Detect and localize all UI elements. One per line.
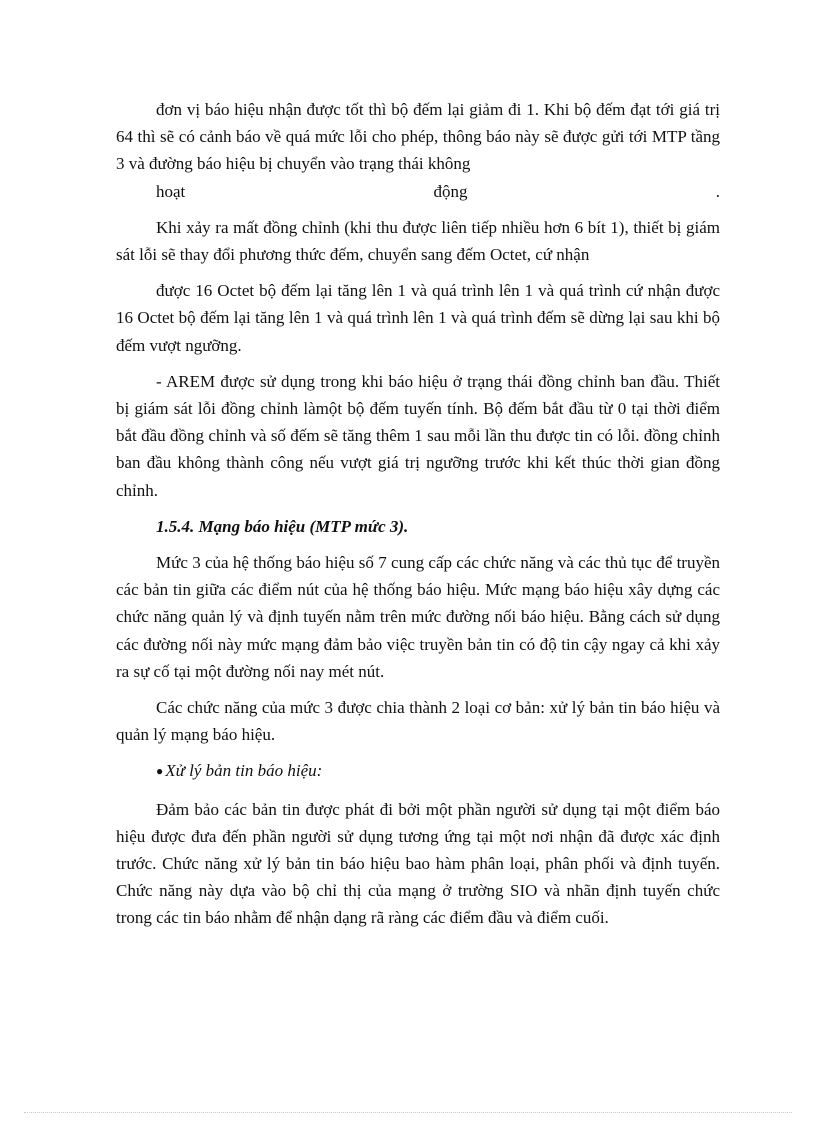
paragraph-alignment-loss: Khi xảy ra mất đồng chỉnh (khi thu được liên tiếp nhiều hơn 6 bít 1), thiết bị giám sát lỗi sẽ thay đổi phương thức đếm, chuyển sang đếm Octet, cứ nhận bbox=[116, 217, 720, 265]
paragraph-spread-line bbox=[116, 178, 720, 205]
paragraph-error-counter-text: đơn vị báo hiệu nhận được tốt thì bộ đếm lại giảm đi 1. Khi bộ đếm đạt tới giá trị 64 thì sẽ có cảnh báo về quá mức lỗi cho phép, thông báo này sẽ được gửi tới MTP tầng 3 và đường báo hiệu bị chuyển vào trạng thái không bbox=[116, 100, 720, 174]
paragraph-message-handling: Đảm bảo các bản tin được phát đi bởi một phần người sử dụng tại một điểm báo hiệu được đưa đến phần người sử dụng tương ứng tại một nơi nhận đã được xác định trước. Chức năng xử lý bản tin báo hiệu bao hàm phân loại, phân phối và định tuyến. Chức năng này dựa vào bộ chỉ thị của mạng ở trường SIO và nhãn định tuyến chức trong các tin báo nhằm để nhận dạng rã ràng các điểm đầu và điểm cuối. bbox=[116, 799, 720, 928]
spread-word-middle: động bbox=[433, 181, 468, 201]
paragraph-error-counter bbox=[116, 96, 720, 205]
paragraph-octet-count: được 16 Octet bộ đếm lại tăng lên 1 và quá trình lên 1 và quá trình cứ nhận được 16 Octet bộ đếm lại tăng lên 1 và quá trình lên 1 và quá trình đếm sẽ dừng lại sau khi bộ đếm vượt ngưỡng. bbox=[116, 281, 720, 355]
document-body bbox=[116, 96, 720, 941]
section-heading: 1.5.4. Mạng báo hiệu (MTP mức 3). bbox=[156, 516, 409, 536]
paragraph-level3-intro: Mức 3 của hệ thống báo hiệu số 7 cung cấp các chức năng và các thủ tục để truyền các bản tin giữa các điểm nút của hệ thống báo hiệu. Mức mạng báo hiệu xây dựng các chức năng quản lý và định tuyến nằm trên mức đường nối báo hiệu. Bằng cách sử dụng các đường nối này mức mạng đảm bảo việc truyền bản tin có độ tin cậy ngay cả khi xảy ra sự cố tại một đường nối nay mét nút. bbox=[116, 553, 720, 681]
bullet-icon: ● bbox=[156, 764, 164, 779]
bullet-heading-text: Xử lý bản tin báo hiệu: bbox=[165, 761, 323, 781]
page-bottom-divider bbox=[24, 1112, 792, 1113]
paragraph-level3-functions: Các chức năng của mức 3 được chia thành 2 loại cơ bản: xử lý bản tin báo hiệu và quản lý mạng báo hiệu. bbox=[116, 698, 720, 745]
bullet-heading bbox=[116, 757, 720, 786]
spread-word-right: . bbox=[715, 181, 720, 201]
paragraph-arem: - AREM được sử dụng trong khi báo hiệu ở trạng thái đồng chỉnh ban đầu. Thiết bị giám sát lỗi đồng chỉnh làmột bộ đếm tuyến tính. Bộ đếm bắt đầu từ 0 tại thời điểm bắt đầu đồng chỉnh và số đếm sẽ tăng thêm 1 sau mỗi lần thu được tin có lỗi. đồng chỉnh ban đầu không thành công nếu vượt giá trị ngưỡng trước khi kết thúc thời gian đồng chỉnh. bbox=[116, 371, 720, 500]
spread-word-left: hoạt bbox=[156, 181, 186, 201]
